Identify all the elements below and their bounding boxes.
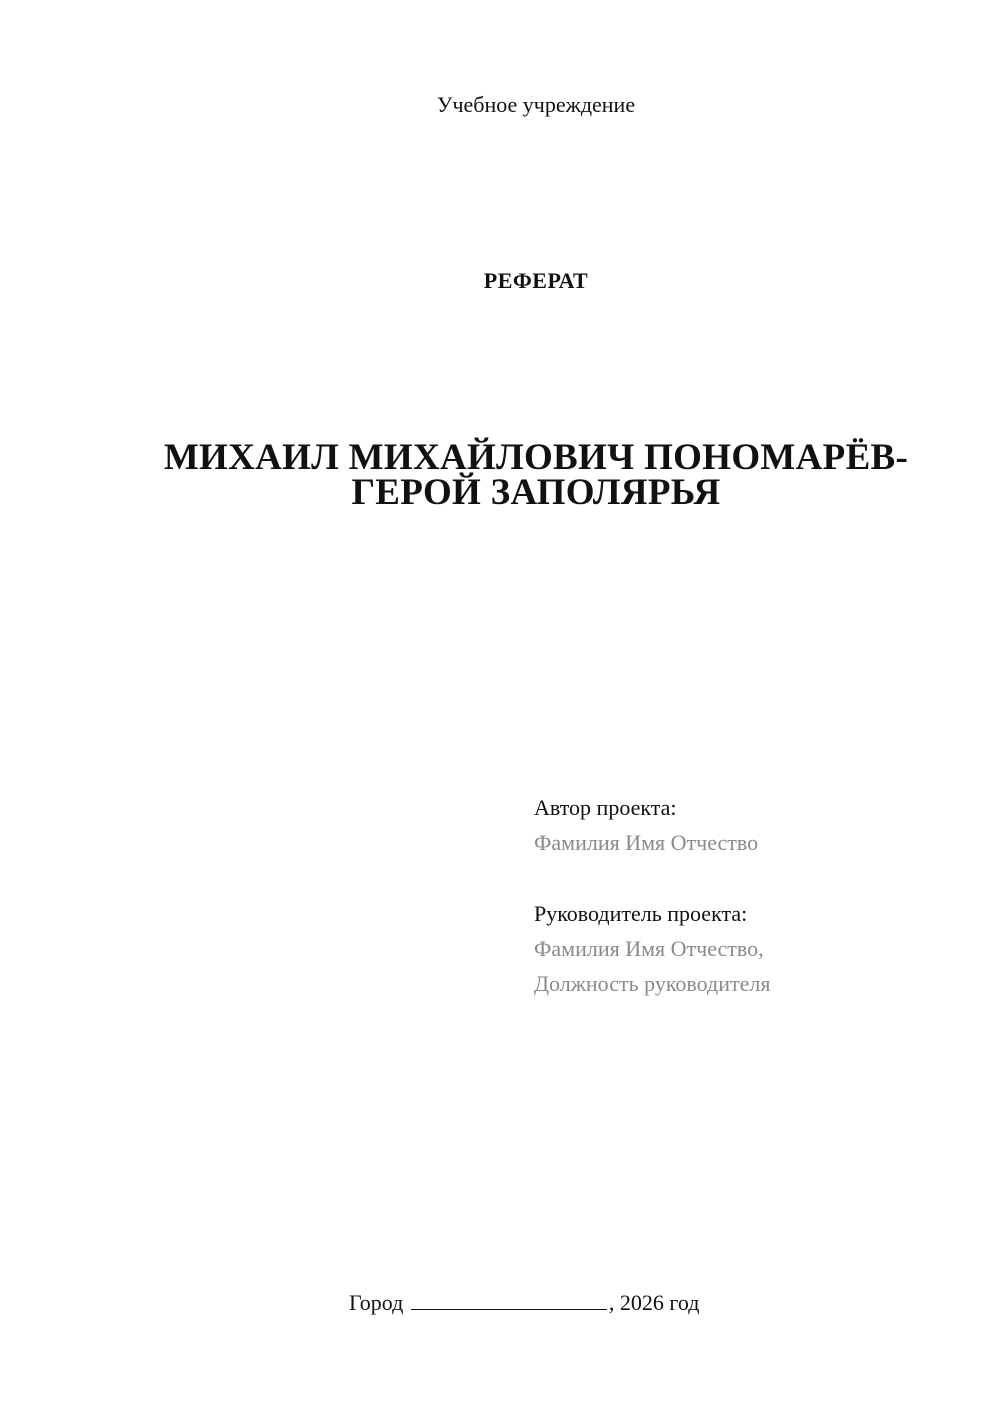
author-label: Автор проекта: (534, 795, 677, 820)
supervisor-position: Должность руководителя (534, 971, 771, 996)
supervisor-name: Фамилия Имя Отчество, (534, 936, 764, 961)
city-label: Город (349, 1290, 404, 1315)
credits-block (534, 790, 974, 1001)
document-type: РЕФЕРАТ (483, 268, 589, 293)
institution-name: Учебное учреждение (436, 92, 636, 117)
year-text: , 2026 год (608, 1290, 700, 1315)
footer-city-year (349, 1290, 699, 1316)
document-title (100, 437, 972, 513)
supervisor-label: Руководитель проекта: (534, 901, 748, 926)
city-blank-line (411, 1291, 607, 1310)
title-line-1: МИХАИЛ МИХАЙЛОВИЧ ПОНОМАРЁВ- (163, 437, 909, 478)
credits-spacer (534, 860, 974, 896)
title-line-2: ГЕРОЙ ЗАПОЛЯРЬЯ (351, 472, 721, 513)
author-name: Фамилия Имя Отчество (534, 830, 759, 855)
